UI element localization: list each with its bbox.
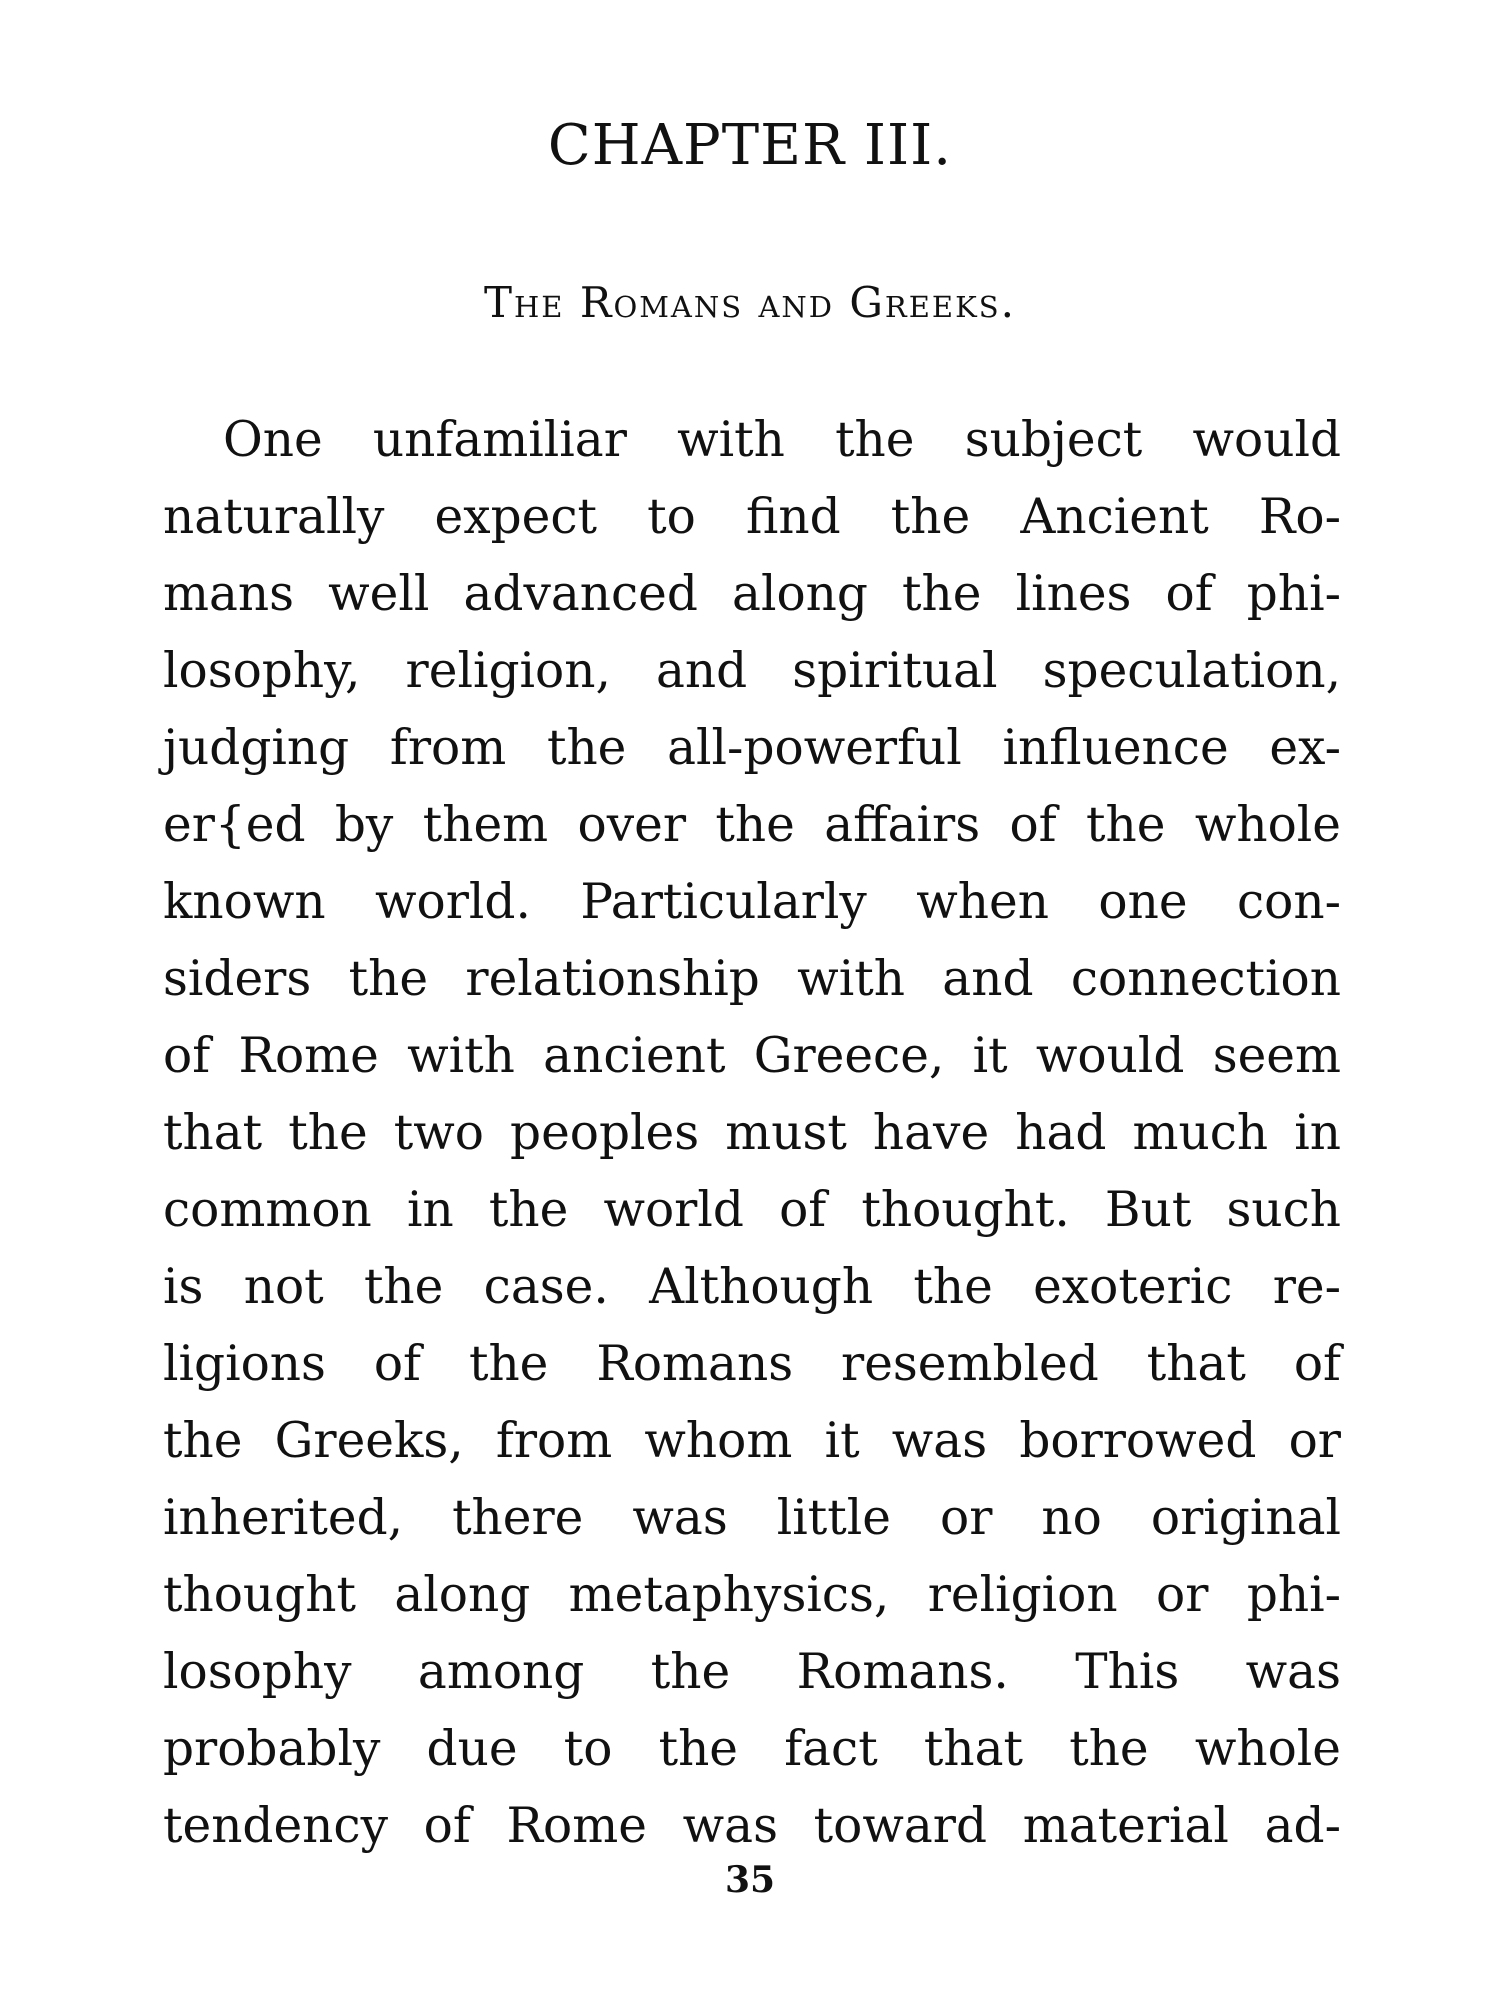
- page-number: 35: [724, 1859, 776, 1901]
- text-line: One unfamiliar with the subject would: [223, 412, 1341, 468]
- text-line: ligions of the Romans resembled that of: [163, 1336, 1341, 1392]
- text-line: losophy among the Romans. This was: [163, 1644, 1341, 1700]
- text-line: losophy, religion, and spiritual speculation,: [163, 643, 1341, 699]
- text-line: of Rome with ancient Greece, it would seem: [163, 1028, 1341, 1084]
- text-line: er{ed by them over the affairs of the whole: [163, 797, 1341, 853]
- text-line: that the two peoples must have had much in: [163, 1105, 1341, 1161]
- text-line: judging from the all-powerful influence ex-: [163, 720, 1341, 776]
- text-line: known world. Particularly when one con-: [163, 874, 1341, 930]
- text-line: mans well advanced along the lines of phi-: [163, 566, 1341, 622]
- chapter-heading: CHAPTER III.: [547, 113, 953, 178]
- text-line: inherited, there was little or no original: [163, 1490, 1341, 1546]
- text-line: thought along metaphysics, religion or phi-: [163, 1567, 1341, 1623]
- text-line: common in the world of thought. But such: [163, 1182, 1341, 1238]
- text-line: probably due to the fact that the whole: [163, 1721, 1341, 1777]
- section-title: The Romans and Greeks.: [484, 278, 1016, 327]
- text-line: siders the relationship with and connection: [163, 951, 1341, 1007]
- text-line: is not the case. Although the exoteric re-: [163, 1259, 1341, 1315]
- text-line: naturally expect to find the Ancient Ro-: [163, 489, 1341, 545]
- text-line: the Greeks, from whom it was borrowed or: [163, 1413, 1341, 1469]
- text-line: tendency of Rome was toward material ad-: [163, 1798, 1341, 1854]
